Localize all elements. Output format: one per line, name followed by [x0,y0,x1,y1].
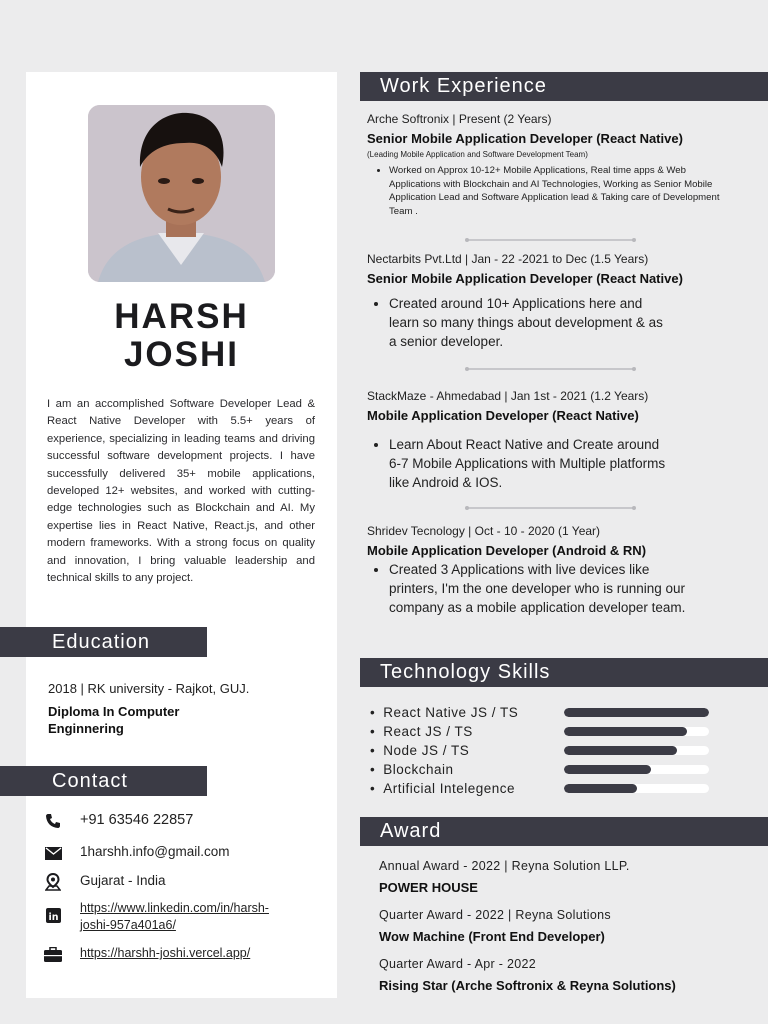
job-divider [467,239,634,241]
award-item [379,908,611,944]
skill-label: • Artificial Intelegence [370,781,564,796]
education-heading [0,627,207,657]
job-divider [467,507,634,509]
profile-photo [88,105,275,282]
award-heading-text: Award [380,820,442,842]
skill-row [370,760,715,779]
location-pin-icon [44,873,62,891]
linkedin-url-line-2: joshi-957a401a6/ [80,918,176,932]
skill-bar-fill [564,746,677,755]
job-item [367,112,762,218]
job-subtitle: (Leading Mobile Application and Software Development Team) [367,150,588,159]
job-title: Mobile Application Developer (React Native) [367,408,639,423]
job-bullets [367,560,697,617]
job-company: Arche Softronix | Present (2 Years) [367,112,552,126]
skill-bar-fill [564,784,637,793]
award-line: Annual Award - 2022 | Reyna Solution LLP. [379,859,630,873]
education-degree-line-1: Diploma In Computer [48,704,180,719]
job-title: Mobile Application Developer (Android & RN) [367,543,647,558]
skill-bar-fill [564,708,709,717]
svg-text:in: in [48,911,59,923]
job-company: StackMaze - Ahmedabad | Jan 1st - 2021 (1.2 Years) [367,389,649,403]
contact-heading-text: Contact [52,770,128,792]
work-heading-text: Work Experience [380,75,547,97]
work-heading [360,72,768,101]
person-photo-icon [88,105,275,282]
award-item [379,957,676,993]
skill-label: • Blockchain [370,762,564,777]
job-bullet: • Created 3 Applications with live devices like printers, I'm the one developer who is running our company as a mobile application developer team. [389,560,697,617]
job-item [367,252,762,351]
job-company: Shridev Tecnology | Oct - 10 - 2020 (1 Year) [367,524,601,538]
linkedin-icon [44,906,62,924]
award-title: Wow Machine (Front End Developer) [379,929,605,944]
skill-label: • React Native JS / TS [370,705,564,720]
skills-heading-text: Technology Skills [380,661,551,683]
skill-label: • React JS / TS [370,724,564,739]
contact-phone [44,812,193,830]
first-name: HARSH [114,297,249,336]
contact-website [44,945,250,963]
award-title: Rising Star (Arche Softronix & Reyna Solutions) [379,978,676,993]
skill-label: • Node JS / TS [370,743,564,758]
job-bullets [367,294,667,351]
education-line: 2018 | RK university - Rajkot, GUJ. [48,681,250,696]
linkedin-link[interactable] [80,900,269,934]
email-address[interactable]: 1harshh.info@gmail.com [80,844,230,859]
job-bullet: • Created around 10+ Applications here and learn so many things about development & as a senior developer. [389,294,667,351]
phone-number[interactable]: +91 63546 22857 [80,812,194,828]
contact-linkedin [44,900,269,934]
contact-email [44,844,230,862]
contact-heading [0,766,207,796]
mail-icon [44,844,62,862]
skills-heading [360,658,768,687]
award-line: Quarter Award - 2022 | Reyna Solutions [379,908,611,922]
award-heading [360,817,768,846]
award-title: POWER HOUSE [379,880,478,895]
phone-icon [44,812,62,830]
website-link[interactable]: https://harshh-joshi.vercel.app/ [80,946,251,960]
award-item [379,859,630,895]
job-title: Senior Mobile Application Developer (React Native) [367,131,683,146]
skill-bar-track [564,784,709,793]
skill-row [370,722,715,741]
education-heading-text: Education [52,631,150,653]
contact-location [44,873,166,891]
briefcase-icon [44,945,62,963]
skill-bar-track [564,765,709,774]
job-company: Nectarbits Pvt.Ltd | Jan - 22 -2021 to Dec (1.5 Years) [367,252,649,266]
skill-bar-fill [564,765,651,774]
location-text: Gujarat - India [80,873,166,888]
skill-row [370,779,715,798]
job-bullets [367,164,727,218]
skill-bar-track [564,708,709,717]
profile-summary: I am an accomplished Software Developer Lead & React Native Developer with 5.5+ years of experience, specializing in leading teams and driving successful software development projects. I have successfully delivered 35+ mobile applications, developed 12+ websites, and worked with cutting-edge technologies such as Blockchain and AI. My expertise lies in React Native, React.js, and other modern frameworks. With a strong focus on quality and innovation, I bring valuable leadership and technical skills to any project. [47,398,315,585]
last-name: JOSHI [123,335,240,374]
job-item [367,389,762,492]
job-item [367,524,762,617]
job-bullets [367,435,667,492]
skill-row [370,703,715,722]
skills-list [370,703,715,798]
skill-row [370,741,715,760]
skill-bar-track [564,727,709,736]
job-bullet: • Worked on Approx 10-12+ Mobile Applications, Real time apps & Web Applications with Blockchain and AI Technologies, Working as Senior Mobile Application Lead and Software Application lead & Taking care of Development Team . [389,164,727,218]
full-name [26,298,337,374]
award-line: Quarter Award - Apr - 2022 [379,957,536,971]
linkedin-url-line-1: https://www.linkedin.com/in/harsh- [80,901,269,915]
job-title: Senior Mobile Application Developer (React Native) [367,271,683,286]
skill-bar-fill [564,727,687,736]
education-degree-line-2: Enginnering [48,721,124,736]
skill-bar-track [564,746,709,755]
job-divider [467,368,634,370]
job-bullet: • Learn About React Native and Create around 6-7 Mobile Applications with Multiple platforms like Android & IOS. [389,435,667,492]
